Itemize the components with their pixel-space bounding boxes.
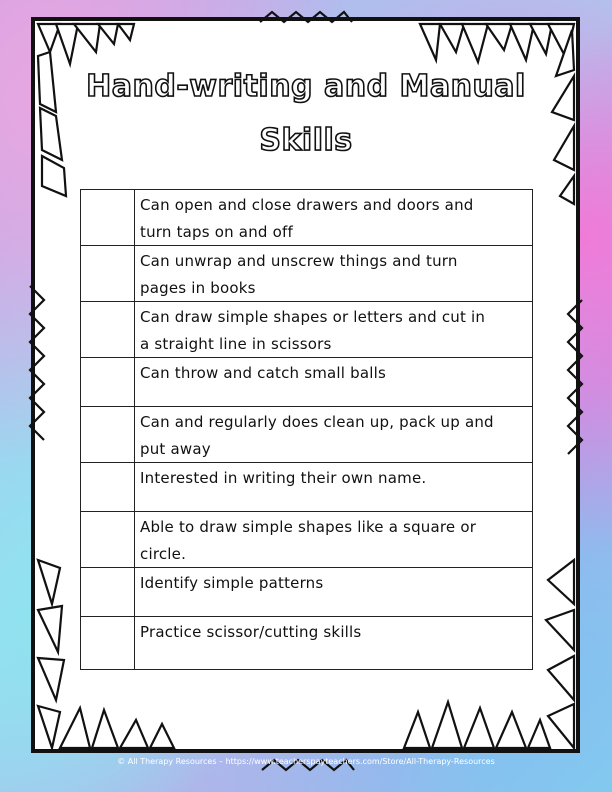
skill-text-line: Interested in writing their own name.	[140, 469, 427, 487]
checkbox-cell[interactable]	[81, 568, 135, 617]
skill-text-line: circle.	[140, 544, 187, 563]
skill-text-cell	[135, 407, 533, 463]
page-title-line-2: Skills	[259, 123, 353, 158]
checkbox-cell[interactable]	[81, 190, 135, 246]
skill-text-line: pages in books	[140, 278, 256, 297]
skill-text-cell	[135, 190, 533, 246]
skill-text-line: turn taps on and off	[140, 222, 293, 241]
skill-text-cell	[135, 463, 533, 512]
checkbox-cell[interactable]	[81, 246, 135, 302]
footer-credit: © All Therapy Resources – https://www.teacherspayteachers.com/Store/All-Therapy-Resources	[117, 757, 495, 766]
page-title	[80, 60, 532, 168]
skill-text-cell	[135, 512, 533, 568]
skill-text-cell	[135, 302, 533, 358]
skill-text-cell	[135, 358, 533, 407]
skill-text-line: Can unwrap and unscrew things and turn	[140, 252, 458, 270]
skill-text-line: Identify simple patterns	[140, 574, 324, 592]
table-row	[81, 568, 533, 617]
table-row	[81, 190, 533, 246]
skill-text-line: a straight line in scissors	[140, 334, 332, 353]
table-row	[81, 463, 533, 512]
page-title-line-1: Hand-writing and Manual	[86, 69, 526, 104]
skill-text-cell	[135, 246, 533, 302]
checkbox-cell[interactable]	[81, 463, 135, 512]
checkbox-cell[interactable]	[81, 512, 135, 568]
skill-text-line: Practice scissor/cutting skills	[140, 623, 362, 641]
skill-text-line: Can draw simple shapes or letters and cut in	[140, 308, 486, 326]
table-row	[81, 617, 533, 670]
skills-checklist-table	[80, 189, 533, 670]
checkbox-cell[interactable]	[81, 617, 135, 670]
skill-text-line: Able to draw simple shapes like a square or	[140, 518, 477, 536]
table-row	[81, 512, 533, 568]
checkbox-cell[interactable]	[81, 407, 135, 463]
skill-text-line: put away	[140, 439, 211, 458]
checkbox-cell[interactable]	[81, 358, 135, 407]
skill-text-line: Can open and close drawers and doors and	[140, 196, 474, 214]
skill-text-line: Can and regularly does clean up, pack up and	[140, 413, 494, 431]
table-row	[81, 358, 533, 407]
table-row	[81, 407, 533, 463]
skill-text-cell	[135, 568, 533, 617]
skill-text-line: Can throw and catch small balls	[140, 364, 386, 382]
table-row	[81, 246, 533, 302]
skill-text-cell	[135, 617, 533, 670]
checkbox-cell[interactable]	[81, 302, 135, 358]
table-row	[81, 302, 533, 358]
